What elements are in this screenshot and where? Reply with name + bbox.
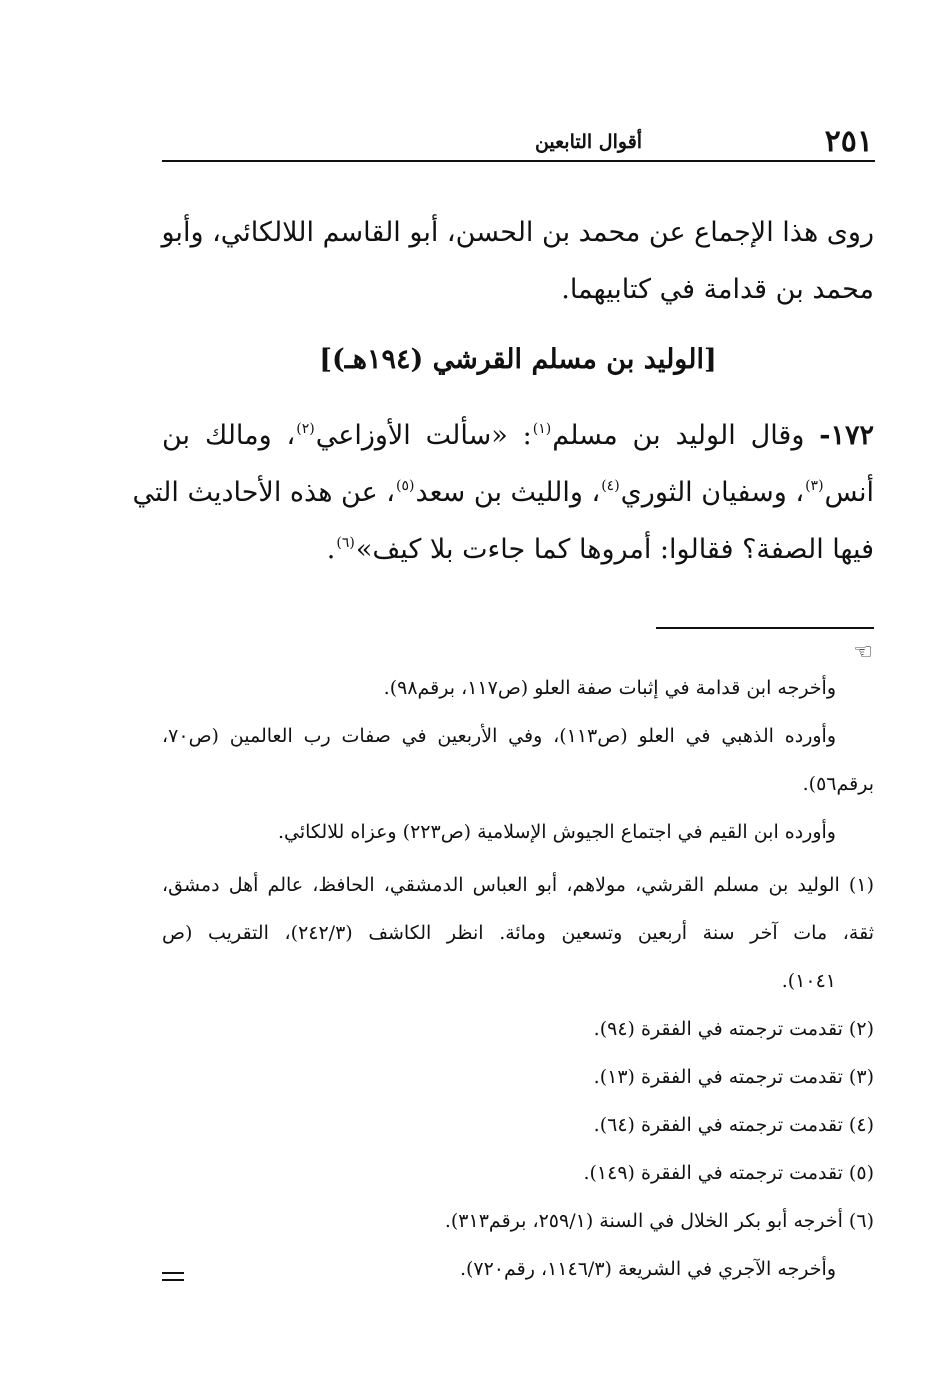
narration-paragraph [132, 407, 874, 578]
footnote-line: ثقة، مات آخر سنة أربعين وتسعين ومائة. انظر الكاشف (٢٤٢/٣)، التقريب (ص [162, 922, 874, 944]
narration-text: ، والليث بن سعد [415, 477, 601, 508]
footnote-line: (٢) تقدمت ترجمته في الفقرة (٩٤). [593, 1018, 874, 1040]
narration-text: وقال الوليد بن مسلم [552, 420, 805, 451]
narration-text: أنس [824, 477, 874, 508]
intro-line: روى هذا الإجماع عن محمد بن الحسن، أبو القاسم اللالكائي، وأبو [161, 217, 874, 248]
footnote-ref: (٣) [805, 478, 824, 494]
narration-number: ١٧٢- [819, 420, 874, 451]
footnote-line: (٣) تقدمت ترجمته في الفقرة (١٣). [593, 1066, 874, 1088]
footnotes-continued [162, 664, 874, 856]
footnote-divider [656, 627, 874, 629]
narration-text: . [326, 534, 336, 565]
narration-line-2 [132, 464, 874, 521]
footnote-line: برقم٥٦). [802, 773, 874, 795]
narration-text: ، عن هذه الأحاديث التي [132, 477, 396, 508]
footnote-line: ١٠٤١). [781, 970, 836, 992]
footnote-line: (١) الوليد بن مسلم القرشي، مولاهم، أبو العباس الدمشقي، الحافظ، عالم أهل دمشق، [162, 874, 874, 896]
footnote-line: وأخرجه ابن قدامة في إثبات صفة العلو (ص١١٧، برقم٩٨). [383, 677, 836, 699]
footnote-line: (٥) تقدمت ترجمته في الفقرة (١٤٩). [583, 1162, 874, 1184]
narration-line-1 [162, 407, 874, 464]
footnote-ref: (٥) [396, 478, 415, 494]
footnote-ref: (٢) [296, 421, 315, 437]
footnotes [162, 861, 874, 1293]
intro-paragraph [162, 204, 874, 318]
footnote-line: وأورده ابن القيم في اجتماع الجيوش الإسلامية (ص٢٢٣) وعزاه للالكائي. [277, 821, 836, 843]
narration-text: فيها الصفة؟ فقالوا: أمروها كما جاءت بلا كيف» [355, 534, 874, 565]
narration-text: : «سألت الأوزاعي [315, 420, 532, 451]
footnote-line: وأخرجه الآجري في الشريعة (١١٤٦/٣، رقم٧٢٠). [459, 1258, 836, 1280]
page-header [162, 124, 875, 162]
page-number: ٢٥١ [824, 124, 873, 159]
section-heading: [الوليد بن مسلم القرشي (١٩٤هـ)] [319, 344, 717, 375]
continuation-mark [162, 1272, 184, 1286]
footnote-ref: (٦) [336, 535, 355, 551]
narration-line-3 [162, 521, 874, 578]
pointing-hand-icon: ☜ [853, 640, 873, 665]
footnote-ref: (٤) [601, 478, 620, 494]
footnote-ref: (١) [532, 421, 552, 437]
footnote-line: (٦) أخرجه أبو بكر الخلال في السنة (٢٥٩/١، برقم٣١٣). [444, 1210, 874, 1232]
footnote-line: وأورده الذهبي في العلو (ص١١٣)، وفي الأربعين في صفات رب العالمين (ص٧٠، [162, 725, 836, 747]
intro-line: محمد بن قدامة في كتابيهما. [561, 274, 874, 305]
running-title: أقوال التابعين [534, 131, 643, 153]
narration-text: ، ومالك بن [162, 420, 296, 451]
footnote-line: (٤) تقدمت ترجمته في الفقرة (٦٤). [593, 1114, 874, 1136]
narration-text: ، وسفيان الثوري [620, 477, 805, 508]
